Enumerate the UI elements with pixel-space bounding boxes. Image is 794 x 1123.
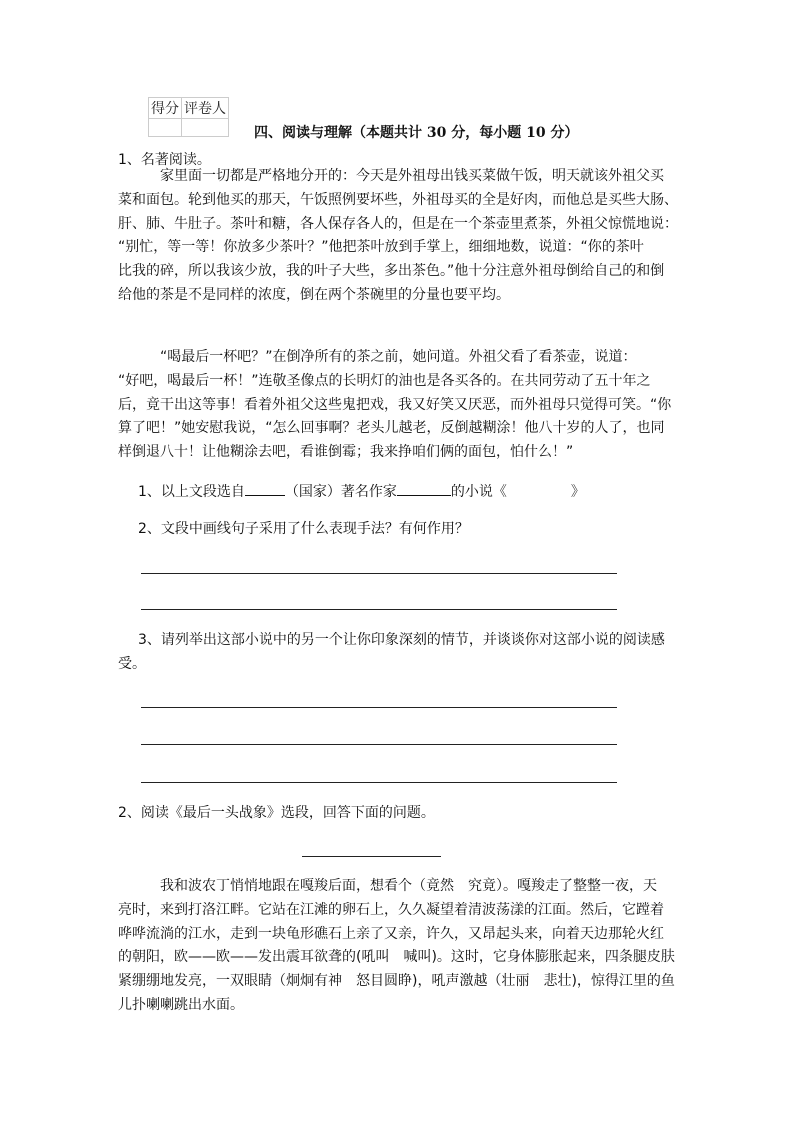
paragraph-line: “好吧，喝最后一杯！”连敬圣像点的长明灯的油也是各买各的。在共同劳动了五十年之	[118, 372, 651, 389]
question-1-label: 1、名著阅读。	[118, 152, 211, 168]
section-title: 四、阅读与理解（本题共计 30 分，每小题 10 分）	[254, 125, 579, 141]
paragraph-line: 亮时，来到打洛江畔。它站在江滩的卵石上，久久凝望着清波荡漾的江面。然后，它蹚着	[118, 901, 664, 918]
paragraph-line: 比我的碎，所以我该少放，我的叶子大些，多出茶色。”他十分注意外祖母倒给自己的和倒	[118, 263, 665, 280]
question-2-label: 2、阅读《最后一头战象》选段，回答下面的问题。	[118, 805, 435, 821]
score-header: 得分	[149, 98, 182, 119]
paragraph-line: 算了吧！”她安慰我说，“怎么回事啊？老头儿越老，反倒越糊涂！他八十岁的人了，也同	[118, 420, 665, 437]
score-cell[interactable]	[149, 119, 182, 137]
paragraph-line: 的朝阳，欧——欧——发出震耳欲聋的(吼叫 喊叫)。这时，它身体膨胀起来，四条腿皮肤	[118, 949, 675, 966]
grader-header: 评卷人	[182, 98, 229, 119]
paragraph-line: 我和波农丁悄悄地跟在嘎羧后面，想看个（竟然 究竟）。嘎羧走了整整一夜，天	[118, 878, 657, 894]
sub1-text-c: 的小说《	[450, 484, 507, 500]
paragraph-line: 紧绷绷地发亮，一双眼睛（炯炯有神 怒目圆睁)，吼声激越（壮丽 悲壮)，惊得江里的鱼	[118, 973, 675, 990]
paragraph-line: “别忙，等一等！你放多少茶叶？”他把茶叶放到手掌上，细细地数，说道：“你的茶叶	[118, 239, 644, 256]
paragraph-line: 后，竟干出这等事！看着外祖父这些鬼把戏，我又好笑又厌恶，而外祖母只觉得可笑。“你	[118, 396, 672, 413]
paragraph-line: 哗哗流淌的江水，走到一块龟形礁石上亲了又亲，许久，又昂起头来，向着天边那轮火红	[118, 925, 664, 942]
author-blank[interactable]	[397, 482, 451, 496]
sub-question-2: 2、文段中画线句子采用了什么表现手法？有何作用？	[138, 521, 469, 537]
answer-line[interactable]	[141, 707, 617, 708]
title-answer-line[interactable]	[302, 856, 441, 857]
answer-line[interactable]	[141, 573, 617, 574]
grader-cell[interactable]	[182, 119, 229, 137]
sub-question-3-line1: 3、请列举出这部小说中的另一个让你印象深刻的情节，并谈谈你对这部小说的阅读感	[138, 632, 665, 648]
sub1-text-b: （国家）著名作家	[284, 484, 397, 500]
paragraph-line: 儿扑喇喇跳出水面。	[118, 997, 244, 1013]
paragraph-line: “喝最后一杯吧？”在倒净所有的茶之前，她问道。外祖父看了看茶壶，说道：	[118, 349, 637, 365]
paragraph-line: 家里面一切都是严格地分开的：今天是外祖母出钱买菜做午饭，明天就该外祖父买	[118, 168, 664, 184]
paragraph-line: 肝、肺、牛肚子。茶叶和糖，各人保存各人的，但是在一个茶壶里煮茶，外祖父惊慌地说：	[118, 215, 678, 232]
sub-question-3-line2: 受。	[118, 656, 146, 672]
answer-line[interactable]	[141, 744, 617, 745]
country-blank[interactable]	[245, 482, 285, 496]
sub1-text-d: 》	[570, 484, 585, 500]
paragraph-line: 给他的茶是不是同样的浓度，倒在两个茶碗里的分量也要平均。	[118, 287, 510, 303]
sub1-text-a: 1、以上文段选自	[138, 484, 245, 500]
answer-line[interactable]	[141, 609, 617, 610]
paragraph-line: 菜和面包。轮到他买的那天，午饭照例要坏些，外祖母买的全是好肉，而他总是买些大肠、	[118, 191, 678, 208]
score-table	[148, 97, 229, 137]
sub-question-1	[138, 482, 585, 501]
answer-line[interactable]	[141, 782, 617, 783]
paragraph-line: 样倒退八十！让他糊涂去吧，看谁倒霉；我来挣咱们俩的面包，怕什么！”	[118, 444, 574, 461]
